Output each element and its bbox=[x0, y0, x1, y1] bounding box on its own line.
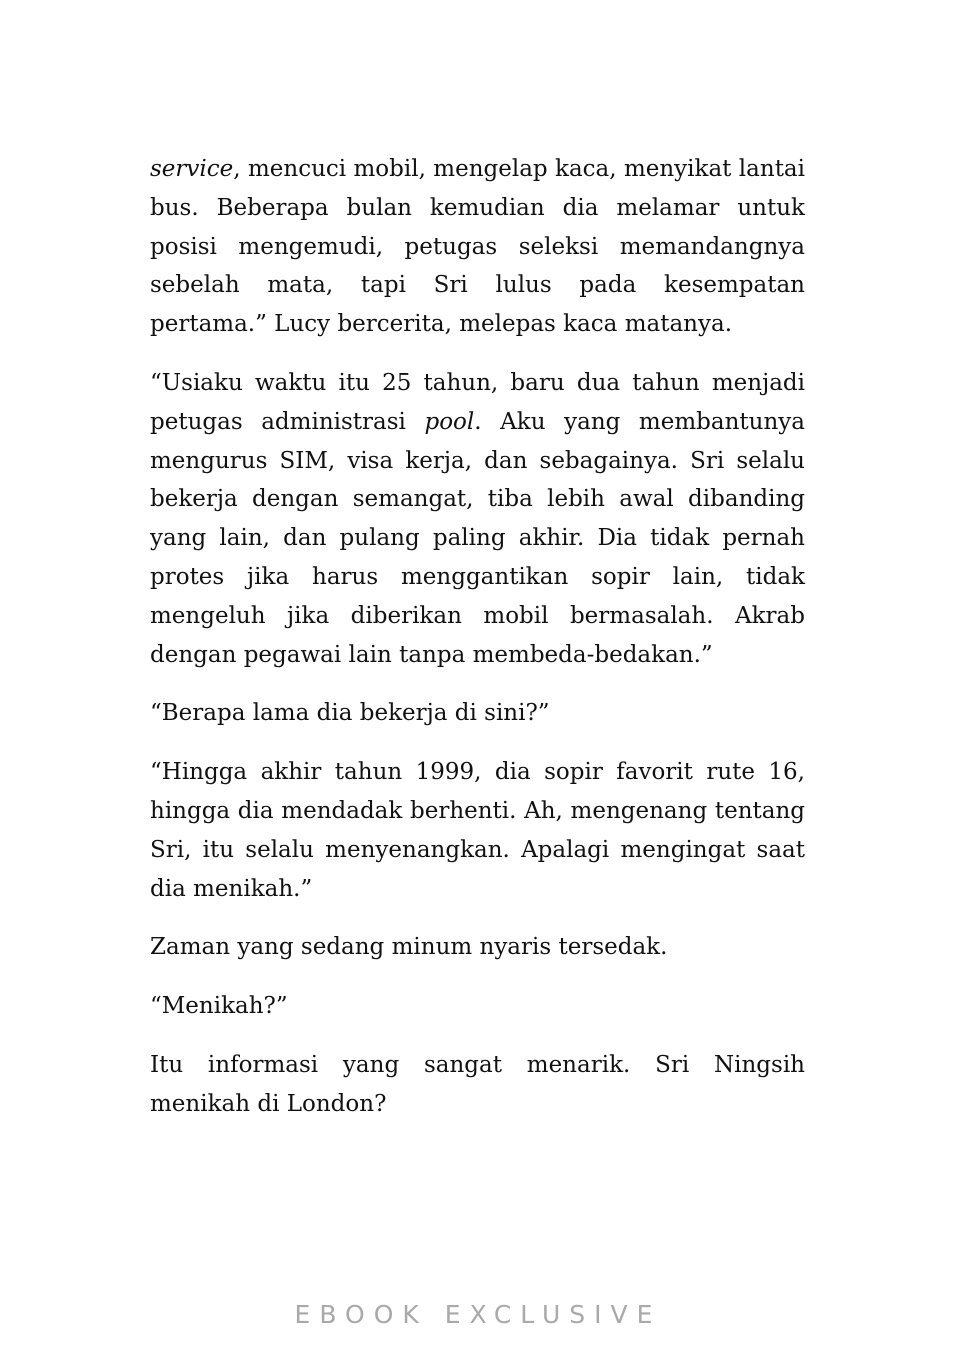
paragraph bbox=[150, 1046, 805, 1124]
footer-watermark: EBOOK EXCLUSIVE bbox=[294, 1300, 662, 1329]
paragraph-text: . Aku yang membantunya mengurus SIM, visa kerja, dan sebagainya. Sri selalu bekerja dengan semangat, tiba lebih awal dibanding yang lain, dan pulang paling akhir. Dia tidak pernah protes jika harus menggantikan sopir lain, tidak mengeluh jika diberikan mobil bermasalah. Akrab dengan pegawai lain tanpa membeda-bedakan.” bbox=[150, 408, 805, 668]
paragraph bbox=[150, 987, 805, 1026]
paragraph bbox=[150, 928, 805, 967]
italic-term: pool bbox=[424, 408, 475, 435]
paragraph bbox=[150, 753, 805, 908]
paragraph bbox=[150, 694, 805, 733]
paragraph bbox=[150, 150, 805, 344]
paragraph-text: Zaman yang sedang minum nyaris tersedak. bbox=[150, 934, 668, 961]
paragraph-text: “Hingga akhir tahun 1999, dia sopir favorit rute 16, hingga dia mendadak berhenti. Ah, mengenang tentang Sri, itu selalu menyenangkan. Apalagi mengingat saat dia menikah.” bbox=[150, 759, 805, 902]
page-body bbox=[150, 150, 805, 1144]
paragraph-text: “Berapa lama dia bekerja di sini?” bbox=[150, 700, 550, 727]
paragraph-text: Itu informasi yang sangat menarik. Sri Ningsih menikah di London? bbox=[150, 1051, 805, 1117]
italic-term: service bbox=[150, 156, 234, 182]
paragraph-text: “Usiaku waktu itu 25 tahun, baru dua tahun menjadi petugas administrasi bbox=[150, 369, 805, 435]
paragraph-text: “Menikah?” bbox=[150, 993, 288, 1020]
paragraph bbox=[150, 364, 805, 674]
paragraph-text: , mencuci mobil, mengelap kaca, menyikat lantai bus. Beberapa bulan kemudian dia melamar untuk posisi mengemudi, petugas seleksi memandangnya sebelah mata, tapi Sri lulus pada kesempatan pertama.” Lucy bercerita, melepas kaca matanya. bbox=[150, 156, 805, 338]
